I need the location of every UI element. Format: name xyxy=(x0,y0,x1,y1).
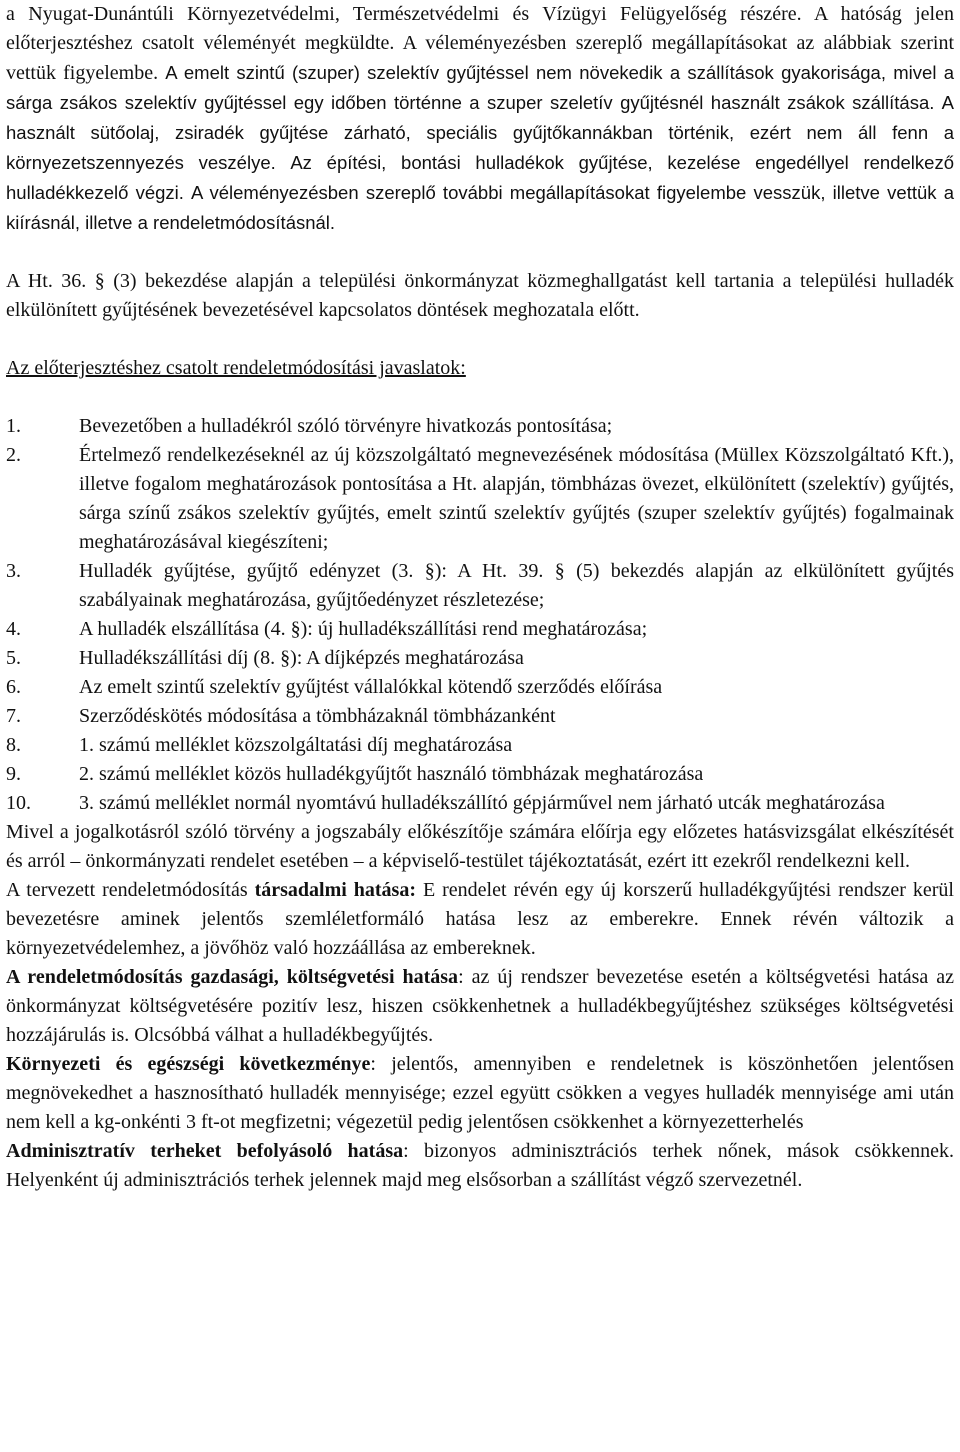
spacer xyxy=(6,383,954,412)
list-item-text: 1. számú melléklet közszolgáltatási díj meghatározása xyxy=(79,734,513,756)
paragraph-impact-assessment: Mivel a jogalkotásról szóló törvény a jogszabály előkészítője számára előírja egy előzetes hatásvizsgálat elkészítését és arról – önkormányzati rendelet esetében – a képviselő-testület tájékoztatását, ezért itt ezekről rendelkezni kell. xyxy=(6,821,954,872)
list-item-text: Szerződéskötés módosítása a tömbházaknál tömbházanként xyxy=(79,705,556,727)
list-item-number: 2. xyxy=(6,444,21,466)
list-item xyxy=(6,644,954,673)
list-item-text: A hulladék elszállítása (4. §): új hulladékszállítási rend meghatározása; xyxy=(79,618,648,640)
list-item-text: Bevezetőben a hulladékról szóló törvényre hivatkozás pontosítása; xyxy=(79,415,613,437)
list-item-text: Értelmező rendelkezéseknél az új közszolgáltató megnevezésének módosítása (Müllex Közszolgáltató Kft.), illetve fogalom meghatározások pontosítása a Ht. alapján, tömbházas övezet, elkülönített (szelektív) gyűjtés, sárga színű zsákos szelektív gyűjtés, emelt szintű szelektív gyűjtés (szuper szelektív gyűjtés) fogalmainak meghatározásával kiegészíteni; xyxy=(79,444,954,553)
paragraph4-lead: A tervezett rendeletmódosítás xyxy=(6,879,255,901)
paragraph1-seg2: A emelt szintű (szuper) szelektív gyűjtéssel nem növekedik a szállítások gyakorisága, mivel a sárga zsákos szelektív gyűjtéssel egy időben történne a szuper szeletív gyűjtésnél használt zsákok szállítása. xyxy=(6,62,955,113)
paragraph6-bold: Környezeti és egészségi következménye xyxy=(6,1053,371,1075)
list-item xyxy=(6,789,954,818)
list-item-text: 3. számú melléklet normál nyomtávú hulladékszállító gépjárművel nem járható utcák meghatározása xyxy=(79,792,885,814)
list-item-number: 4. xyxy=(6,618,21,640)
paragraph-public-hearing: A Ht. 36. § (3) bekezdése alapján a települési önkormányzat közmeghallgatást kell tartania a települési hulladék elkülönített gyűjtésének bevezetésével kapcsolatos döntések meghozatala előtt. xyxy=(6,270,954,321)
list-item-number: 5. xyxy=(6,647,21,669)
paragraph-economic-impact xyxy=(6,963,954,1050)
paragraph1-seg4: Az építési, bontási hulladékok gyűjtése, kezelése engedéllyel rendelkező hulladékkezelő végzi. xyxy=(6,152,954,203)
spacer xyxy=(6,238,954,267)
list-item-number: 8. xyxy=(6,734,21,756)
paragraph1-seg1: a Nyugat-Dunántúli Környezetvédelmi, Természetvédelmi és Vízügyi Felügyelőség részére. A hatóság jelen előterjesztéshez csatolt véleményét megküldte. A véleményezésben szereplő megállapításokat az alábbiak szerint vettük figyelembe. xyxy=(6,3,954,84)
paragraph7-bold: Adminisztratív terheket befolyásoló hatása xyxy=(6,1140,404,1162)
spacer xyxy=(6,325,954,354)
list-item-number: 6. xyxy=(6,676,21,698)
list-item-number: 1. xyxy=(6,415,21,437)
list-item xyxy=(6,731,954,760)
paragraph1-seg3: A használt sütőolaj, zsiradék gyűjtése zárható, speciális gyűjtőkannákban történik, ezért nem áll fenn a környezetszennyezés veszélye. xyxy=(6,92,955,173)
list-item xyxy=(6,760,954,789)
list-item-text: Az emelt szintű szelektív gyűjtést vállalókkal kötendő szerződés előírása xyxy=(79,676,663,698)
list-item xyxy=(6,673,954,702)
list-item-text: 2. számú melléklet közös hulladékgyűjtőt használó tömbházak meghatározása xyxy=(79,763,704,785)
proposal-list xyxy=(6,412,954,818)
list-item-number: 10. xyxy=(6,792,31,814)
paragraph-authority-opinion xyxy=(6,0,954,238)
paragraph6-rest: : jelentős, amennyiben e rendeletnek is köszönhetően jelentősen megnövekedhet a hasznosítható hulladék mennyisége; ezzel együtt csökken a vegyes hulladék mennyisége ami után nem kell a kg-onkénti 3 ft-ot megfizetni; végezetül pedig jelentősen csökkenhet a környezetterhelés xyxy=(6,1053,954,1133)
paragraph7-rest: : bizonyos adminisztrációs terhek nőnek, mások csökkennek. Helyenként új adminisztrációs terhek jelennek majd meg elsősorban a szállítást végző szervezetnél. xyxy=(6,1140,954,1191)
paragraph-environmental-impact xyxy=(6,1050,954,1137)
paragraph4-rest: E rendelet révén egy új korszerű hulladékgyűjtési rendszer kerül bevezetésre aminek jelentős szemléletformáló hatása lesz az emberekre. Ennek révén változik a környezetvédelemhez, a jövőhöz való hozzáállása az embereknek. xyxy=(6,879,954,959)
paragraph-administrative-impact xyxy=(6,1137,954,1195)
list-item xyxy=(6,557,954,615)
paragraph5-bold: A rendeletmódosítás gazdasági, költségvetési hatása xyxy=(6,966,459,988)
list-item-text: Hulladék gyűjtése, gyűjtő edényzet (3. §): A Ht. 39. § (5) bekezdés alapján az elkülönített gyűjtés szabályainak meghatározása, gyűjtőedényzet részletezése; xyxy=(79,560,954,611)
list-item-text: Hulladékszállítási díj (8. §): A díjképzés meghatározása xyxy=(79,647,524,669)
list-item-number: 9. xyxy=(6,763,21,785)
paragraph4-bold: társadalmi hatása: xyxy=(254,879,416,901)
paragraph1-seg5: A véleményezésben szereplő további megállapításokat figyelembe vesszük, illetve vettük a kiírásnál, illetve a rendeletmódosításnál. xyxy=(6,182,954,233)
list-item-number: 7. xyxy=(6,705,21,727)
paragraph5-rest: : az új rendszer bevezetése esetén a költségvetési hatása az önkormányzat költségvetésére pozitív lesz, hiszen csökkenhetnek a hulladékbegyűjtéshez szükséges költségvetési hozzájárulás is. Olcsóbbá válhat a hulladékbegyűjtés. xyxy=(6,966,954,1046)
list-item xyxy=(6,702,954,731)
list-item xyxy=(6,615,954,644)
paragraph-social-impact xyxy=(6,876,954,963)
section-heading: Az előterjesztéshez csatolt rendeletmódosítási javaslatok: xyxy=(6,357,466,379)
list-item-number: 3. xyxy=(6,560,21,582)
list-item xyxy=(6,412,954,441)
list-item xyxy=(6,441,954,557)
